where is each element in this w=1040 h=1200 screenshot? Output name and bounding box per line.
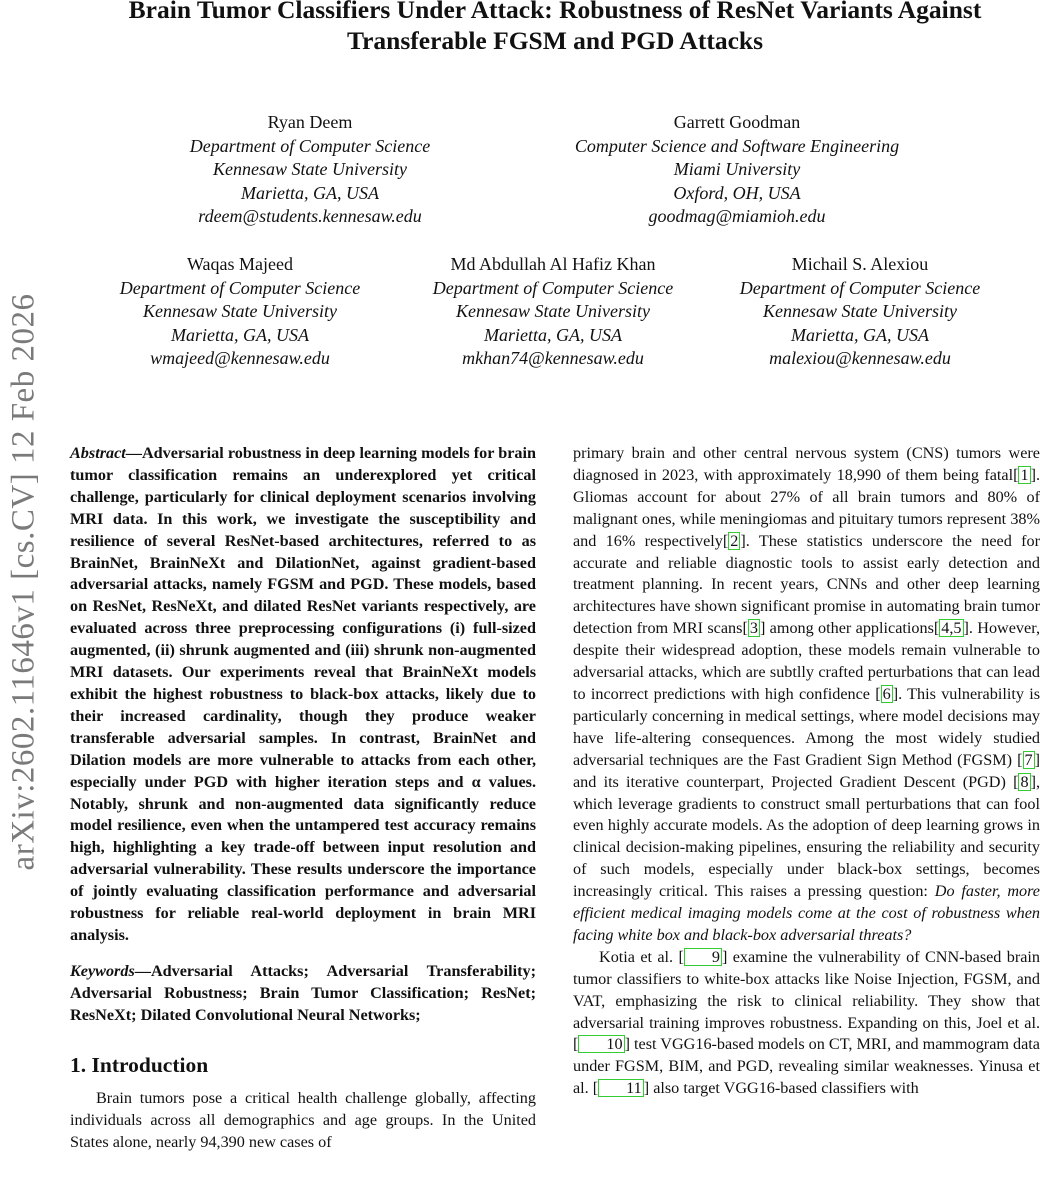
research-question: Do faster, more efficient medical imaging models come at the cost of robustness when facing white box and black-box adversarial threats? (573, 882, 1040, 944)
author-org: Miami University (673, 159, 801, 179)
text-run: Kotia et al. (599, 947, 674, 966)
citation-link[interactable]: 9 (684, 948, 722, 966)
citation-link[interactable]: 1 (1020, 465, 1029, 484)
text-run: also target VGG16-based classifiers with (649, 1079, 919, 1098)
title-line-1: Brain Tumor Classifiers Under Attack: Robustness of ResNet Variants Against (128, 0, 982, 24)
text-run: . This vulnerability is particularly concerning in medical settings, where model decisions may have life-altering consequences. Among the most widely studied adversarial techniques are the Fast Gradient Sign Method (FGSM) (573, 684, 1040, 769)
author-dept: Department of Computer Science (119, 277, 361, 298)
abstract (70, 443, 536, 947)
keywords (70, 961, 536, 1027)
author-name: Garrett Goodman (673, 112, 801, 132)
intro-paragraph-2: Kotia et al. [ 9 ] examine the vulnerability of CNN-based brain tumor classifiers to white-box attacks like Noise Injection, FGSM, and VAT, emphasizing the risk to clinical reliability. They show that adversarial training improves robustness. Expanding on this, Joel et al. [ 10 ] test VGG16-based models on CT, MRI, and mammogram data under FGSM, BIM, and PGD, revealing similar weaknesses. Yinusa et al. [ 11 ] also target VGG16-based classifiers with (573, 947, 1040, 1098)
intro-paragraph-1: Brain tumors pose a critical health challenge globally, affecting individuals across all demographics and age groups. In the United States alone, nearly 94,390 new cases of (70, 1089, 536, 1152)
text-run: test VGG16-based models on CT, MRI, and mammogram data under FGSM, BIM, and PGD, revealing similar weaknesses. Yinusa et al. (573, 1035, 1040, 1098)
text-run: primary brain and other central nervous system (CNS) tumors were diagnosed in 2023, with approximately 18,990 of them being fatal (573, 444, 1040, 484)
author-dept: Department of Computer Science (189, 135, 431, 156)
citation-link[interactable]: 8 (1020, 772, 1029, 791)
keywords-label: Keywords (70, 961, 135, 980)
abstract-text: —Adversarial robustness in deep learning models for brain tumor classification remains an underexplored yet critical challenge, particularly for clinical deployment scenarios involving MRI data. In this work, we investigate the susceptibility and resilience of several ResNet-based architectures, referred to as BrainNet, BrainNeXt and DilationNet, against gradient-based adversarial attacks, namely FGSM and PGD. These models, based on ResNet, ResNeXt, and dilated ResNet variants respectively, are evaluated across three preprocessing configurations (i) full-sized augmented, (ii) shrunk augmented and (iii) shrunk non-augmented MRI datasets. Our experiments reveal that BrainNeXt models exhibit the highest robustness to black-box attacks, likely due to their increased cardinality, though they produce weaker transferable adversarial samples. In contrast, BrainNet and Dilation models are more vulnerable to attacks from each other, especially under PGD with higher iteration steps and α values. Notably, shrunk and non-augmented data significantly reduce model resilience, even when the untampered test accuracy remains high, highlighting a key trade-off between input resolution and adversarial vulnerability. These results underscore the importance of jointly evaluating classification performance and adversarial robustness for reliable real-world deployment in brain MRI analysis. (70, 444, 536, 944)
author-org: Kennesaw State University (763, 301, 957, 321)
author-block-3 (60, 253, 420, 371)
keywords-text: —Adversarial Attacks; Adversarial Transferability; Adversarial Robustness; Brain Tumor Classification; ResNet; ResNeXt; Dilated Convolutional Neural Networks; (70, 961, 536, 1024)
author-name: Michail S. Alexiou (791, 254, 929, 274)
author-email: rdeem@students.kennesaw.edu (198, 206, 422, 226)
author-location: Oxford, OH, USA (673, 182, 801, 203)
author-email: mkhan74@kennesaw.edu (462, 348, 644, 368)
author-org: Kennesaw State University (213, 159, 407, 179)
arxiv-identifier: arXiv:2602.11646v1 [cs.CV] 12 Feb 2026 (5, 293, 42, 871)
author-location: Marietta, GA, USA (241, 182, 379, 203)
title-line-2: Transferable FGSM and PGD Attacks (346, 26, 764, 55)
text-run: examine the vulnerability of CNN-based brain tumor classifiers to white-box attacks like Noise Injection, FGSM, and VAT, emphasizing the risk to clinical reliability. They show that adversarial training improves robustness. Expanding on this, Joel et al. (573, 947, 1040, 1032)
intro-paragraph-1-continued: primary brain and other central nervous system (CNS) tumors were diagnosed in 2023, with approximately 18,990 of them being fatal[ 1 ]. Gliomas account for about 27% of all brain tumors and 80% of malignant ones, while meningiomas and pituitary tumors represent 38% and 16% respectively[ 2 ]. These statistics underscore the need for accurate and reliable diagnostic tools to assist early detection and treatment planning. In recent years, CNNs and other deep learning architectures have shown significant promise in automating brain tumor detection from MRI scans[ 3 ] among other applications[ 4,5 ]. However, despite their widespread adoption, these models remain vulnerable to adversarial attacks, which are subtlly crafted perturbations that can lead to incorrect predictions with high confidence [ 6 ]. This vulnerability is particularly concerning in medical settings, where model decisions may have life-altering consequences. Among the most widely studied adversarial techniques are the Fast Gradient Sign Method (FGSM) [ 7 ] and its iterative counterpart, Projected Gradient Descent (PGD) [ 8 ], which leverage gradients to construct small perturbations that can fool even highly accurate models. As the adoption of deep learning grows in clinical decision-making pipelines, ensuring the reliability and security of such models, especially under black-box settings, becomes increasingly critical. This raises a pressing question: Do faster, more efficient medical imaging models come at the cost of robustness when facing white box and black-box adversarial threats? (573, 444, 1040, 944)
text-run: . These statistics underscore the need for accurate and reliable diagnostic tools to assist early detection and treatment planning. In recent years, CNNs and other deep learning architectures have shown significant promise in automating brain tumor detection from MRI scans (573, 531, 1040, 638)
author-dept: Department of Computer Science (739, 277, 981, 298)
author-location: Marietta, GA, USA (171, 324, 309, 345)
author-email: goodmag@miamioh.edu (648, 206, 826, 226)
text-run: among other applications (765, 619, 934, 638)
author-name: Waqas Majeed (186, 254, 293, 274)
right-column (573, 443, 1040, 1100)
author-block-5 (680, 253, 1040, 371)
section-heading-introduction: 1. Introduction (70, 1052, 209, 1077)
author-name: Md Abdullah Al Hafiz Khan (450, 254, 656, 274)
author-dept: Computer Science and Software Engineering (574, 135, 900, 156)
left-column (70, 443, 536, 1154)
author-location: Marietta, GA, USA (484, 324, 622, 345)
citation-link[interactable]: 10 (578, 1035, 624, 1053)
citation-link[interactable]: 6 (882, 684, 891, 703)
abstract-label: Abstract (70, 444, 126, 462)
citation-link[interactable]: 2 (730, 531, 739, 550)
author-org: Kennesaw State University (143, 301, 337, 321)
author-block-1 (130, 111, 490, 229)
citation-link[interactable]: 3 (749, 619, 758, 638)
text-run: . However, despite their widespread adoption, these models remain vulnerable to adversarial attacks, which are subtlly crafted perturbations that can lead to incorrect predictions with high confidence (573, 619, 1040, 703)
citation-link[interactable]: 11 (598, 1079, 644, 1097)
author-name: Ryan Deem (267, 112, 353, 132)
author-block-2 (557, 111, 917, 229)
text-run: . Gliomas account for about 27% of all brain tumors and 80% of malignant ones, while meningiomas and pituitary tumors represent 38% and 16% respectively (573, 465, 1040, 550)
citation-link[interactable]: 7 (1024, 750, 1033, 769)
author-location: Marietta, GA, USA (791, 324, 929, 345)
citation-link[interactable]: 4,5 (941, 619, 962, 638)
text-run: and its iterative counterpart, Projected Gradient Descent (PGD) (573, 772, 1006, 791)
author-block-4 (373, 253, 733, 371)
text-run: , which leverage gradients to construct small perturbations that can fool even highly accurate models. As the adoption of deep learning grows in clinical decision-making pipelines, ensuring the reliability and security of such models, especially under black-box settings, becomes increasingly critical. This raises a pressing question: (573, 772, 1040, 901)
author-email: wmajeed@kennesaw.edu (150, 348, 330, 368)
author-dept: Department of Computer Science (432, 277, 674, 298)
author-org: Kennesaw State University (456, 301, 650, 321)
paper-title (60, 0, 1040, 56)
author-email: malexiou@kennesaw.edu (769, 348, 951, 368)
arxiv-sidebar (0, 232, 48, 932)
